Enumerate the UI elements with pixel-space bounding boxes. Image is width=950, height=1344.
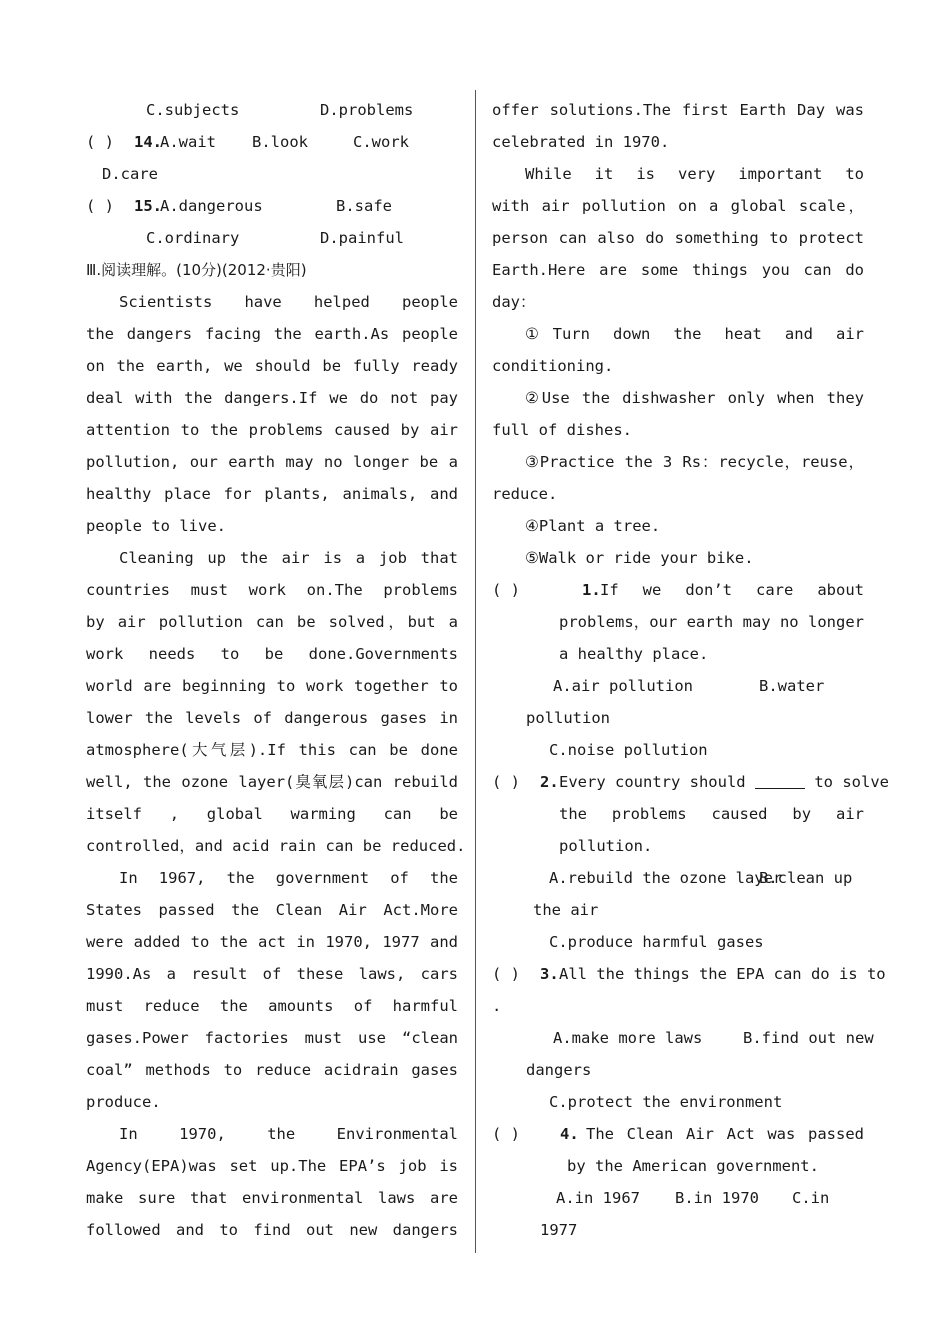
question-number: 15. — [134, 197, 162, 215]
question-text: All the things the EPA can do is to — [559, 965, 886, 983]
passage-line: 1990.As a result of these laws, cars — [86, 965, 458, 983]
passage-line: countries must work on.The problems — [86, 581, 458, 599]
option-b: B.in 1970 — [675, 1189, 759, 1207]
passage-line: In 1967, the government of the — [119, 869, 458, 887]
question-text: problems，our earth may no longer — [559, 613, 864, 631]
passage-line: Cleaning up the air is a job that — [119, 549, 458, 567]
option-b-cont: the air — [533, 901, 599, 919]
passage-line: While it is very important to — [525, 165, 864, 183]
question-15 — [86, 190, 458, 222]
answer-blank[interactable] — [755, 772, 805, 789]
option-a: A.make more laws — [553, 1029, 703, 1047]
question-number: 1. — [582, 581, 601, 599]
passage-line: make sure that environmental laws are — [86, 1189, 458, 1207]
answer-bracket[interactable]: ( ) — [492, 773, 520, 791]
passage-line: well, the ozone layer(臭氧层)can rebuild — [86, 773, 458, 791]
passage-line: attention to the problems caused by air — [86, 421, 458, 439]
passage-line: followed and to find out new dangers — [86, 1221, 458, 1239]
option-b: B.water — [759, 677, 825, 695]
passage-line: person can also do something to protect — [492, 229, 864, 247]
passage-line: produce. — [86, 1093, 161, 1111]
option-c: C.subjects — [146, 101, 240, 119]
question-number: 2. — [540, 773, 559, 791]
passage-line: Agency(EPA)was set up.The EPA’s job is — [86, 1157, 458, 1175]
option-c: C.work — [353, 133, 409, 151]
passage-line: people to live. — [86, 517, 226, 535]
option-d: D.painful — [320, 229, 404, 247]
option-a: A.air pollution — [553, 677, 693, 695]
option-b: B.safe — [336, 197, 392, 215]
left-column — [86, 94, 466, 1246]
question-4-options — [492, 1182, 864, 1214]
option-b-cont: pollution — [526, 709, 610, 727]
right-column — [492, 94, 889, 1246]
option-c: C.noise pollution — [549, 741, 708, 759]
passage-line: gases.Power factories must use “clean — [86, 1029, 458, 1047]
option-c: C.ordinary — [146, 229, 240, 247]
question-text: . — [492, 997, 502, 1015]
tip-item: ③Practice the 3 Rs：recycle，reuse， — [525, 453, 864, 471]
passage-line: States passed the Clean Air Act.More — [86, 901, 458, 919]
answer-bracket[interactable]: ( ) — [492, 1125, 520, 1143]
passage-line: by air pollution can be solved，but a — [86, 613, 458, 631]
question-4 — [492, 1118, 864, 1150]
passage-line: celebrated in 1970. — [492, 133, 670, 151]
question-number: 4. — [560, 1125, 579, 1143]
section-heading: Ⅲ.阅读理解。(10分)(2012·贵阳) — [86, 261, 307, 279]
answer-bracket[interactable]: ( ) — [86, 197, 114, 215]
question-text: The Clean Air Act was passed — [586, 1125, 864, 1143]
passage-line: must reduce the amounts of harmful — [86, 997, 458, 1015]
answer-bracket[interactable]: ( ) — [492, 581, 520, 599]
tip-item-cont: conditioning. — [492, 357, 614, 375]
question-text-part: Every country should — [559, 773, 746, 791]
passage-line: deal with the dangers.If we do not pay — [86, 389, 458, 407]
question-3-options — [492, 1022, 874, 1054]
option-c: C.produce harmful gases — [549, 933, 764, 951]
question-number: 14. — [134, 133, 162, 151]
tip-item-cont: reduce. — [492, 485, 558, 503]
option-d: D.problems — [320, 101, 414, 119]
question-text — [559, 766, 889, 798]
question-1 — [492, 574, 864, 606]
passage-line: controlled，and acid rain can be reduced. — [86, 837, 466, 855]
passage-line: day： — [492, 293, 536, 311]
option-a: A.wait — [160, 133, 216, 151]
question-14 — [86, 126, 458, 158]
option-a: A.rebuild the ozone layer — [549, 869, 783, 887]
passage-line: In 1970, the Environmental — [119, 1125, 458, 1143]
passage-line: on the earth, we should be fully ready — [86, 357, 458, 375]
passage-line: healthy place for plants, animals, and — [86, 485, 458, 503]
passage-line: with air pollution on a global scale， — [492, 197, 864, 215]
option-b: B.clean up — [759, 869, 853, 887]
option-a: A.dangerous — [160, 197, 263, 215]
question-text: a healthy place. — [559, 645, 709, 663]
passage-line: atmosphere(大气层).If this can be done — [86, 741, 458, 759]
passage-line: lower the levels of dangerous gases in — [86, 709, 458, 727]
passage-line: coal” methods to reduce acidrain gases — [86, 1061, 458, 1079]
question-text-part: to solve — [814, 773, 889, 791]
question-text: by the American government. — [567, 1157, 819, 1175]
option-c-cont: 1977 — [540, 1221, 578, 1239]
question-text: pollution. — [559, 837, 653, 855]
passage-line: work needs to be done.Governments — [86, 645, 458, 663]
option-d: D.care — [102, 165, 158, 183]
option-c: C.in — [792, 1189, 830, 1207]
question-3 — [492, 958, 886, 990]
option-a: A.in 1967 — [556, 1189, 640, 1207]
question-number: 3. — [540, 965, 559, 983]
question-15-cont — [86, 222, 458, 254]
column-divider — [475, 90, 476, 1253]
question-text: If we don’t care about — [600, 581, 864, 599]
tip-item: ②Use the dishwasher only when they — [525, 389, 864, 407]
tip-item: ①Turn down the heat and air — [525, 325, 864, 343]
passage-line: offer solutions.The first Earth Day was — [492, 101, 864, 119]
option-b: B.find out new — [743, 1029, 874, 1047]
passage-line: the dangers facing the earth.As people — [86, 325, 458, 343]
tip-item: ⑤Walk or ride your bike. — [525, 549, 754, 567]
question-text: the problems caused by air — [559, 805, 864, 823]
passage-line: pollution, our earth may no longer be a — [86, 453, 458, 471]
answer-bracket[interactable]: ( ) — [86, 133, 114, 151]
option-b-cont: dangers — [526, 1061, 592, 1079]
q13-options — [86, 94, 458, 126]
tip-item-cont: full of dishes. — [492, 421, 632, 439]
passage-line: Scientists have helped people — [119, 293, 458, 311]
question-2 — [492, 766, 889, 798]
passage-line: were added to the act in 1970, 1977 and — [86, 933, 458, 951]
option-c: C.protect the environment — [549, 1093, 783, 1111]
passage-line: Earth.Here are some things you can do — [492, 261, 864, 279]
answer-bracket[interactable]: ( ) — [492, 965, 520, 983]
passage-line: world are beginning to work together to — [86, 677, 458, 695]
question-14-cont — [86, 158, 458, 190]
option-b: B.look — [252, 133, 308, 151]
question-2-options — [492, 862, 864, 894]
passage-line: itself , global warming can be — [86, 805, 458, 823]
question-1-options — [492, 670, 864, 702]
tip-item: ④Plant a tree. — [525, 517, 661, 535]
